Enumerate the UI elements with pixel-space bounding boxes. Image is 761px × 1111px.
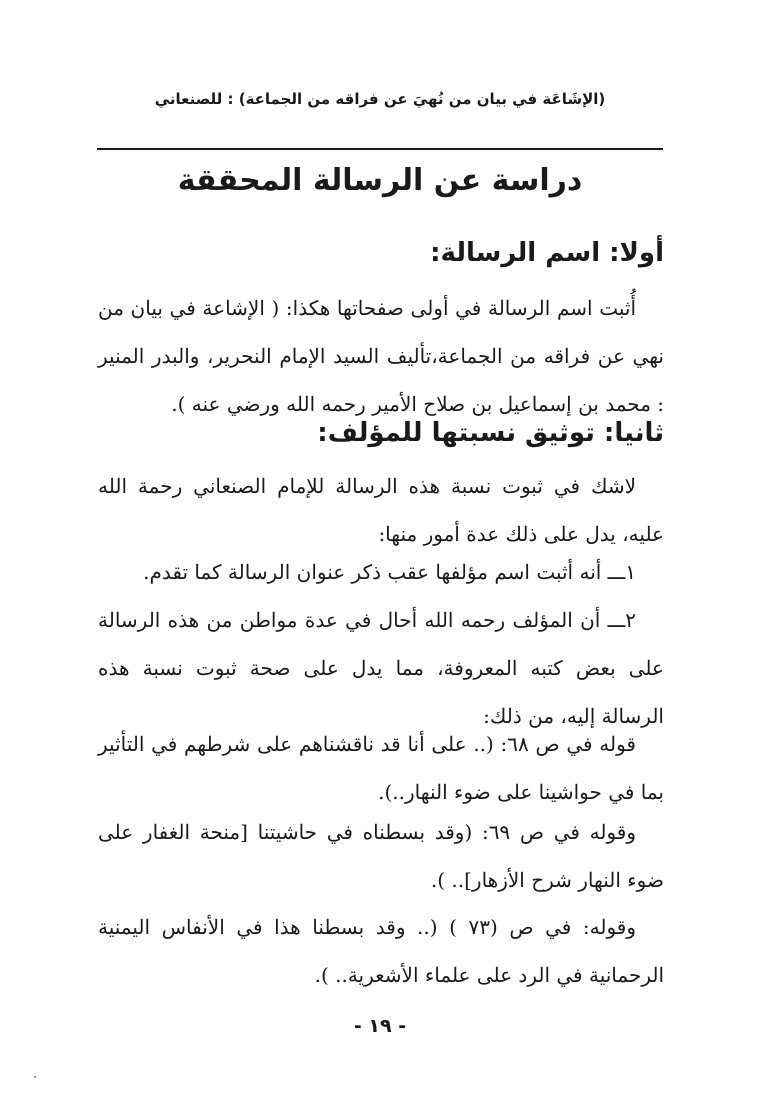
section-heading-name: أولا: اسم الرسالة: bbox=[430, 238, 664, 268]
paragraph-quote-two: وقوله في ص ٦٩: (وقد بسطناه في حاشيتنا [منحة الغفار على ضوء النهار شرح الأزهار].. ). bbox=[98, 820, 664, 892]
paragraph-quote-one: قوله في ص ٦٨: (.. على أنا قد ناقشناهم على شرطهم في التأثير بما في حواشينا على ضوء النهار..). bbox=[98, 732, 664, 804]
paragraph-quote-three: وقوله: في ص (٧٣ ) (.. وقد بسطنا هذا في الأنفاس اليمنية الرحمانية في الرد على علماء الأشعرية.. ). bbox=[98, 915, 664, 987]
running-header: (الإشَاعَة في بيان من نُهيَ عن فراقه من الجماعة) : للصنعاني bbox=[154, 90, 606, 108]
paragraph-name-statement: أُثبت اسم الرسالة في أولى صفحاتها هكذا: ( الإشاعة في بيان من نهي عن فراقه من الجماعة،تأليف السيد الإمام النحرير، والبدر المنير : محمد بن إسماعيل بن صلاح الأمير رحمه الله ورضي عنه ). bbox=[98, 296, 664, 416]
page-number: - ١٩ - bbox=[353, 1015, 407, 1037]
page-title: دراسة عن الرسالة المحققة bbox=[177, 163, 583, 198]
section-heading-attribution: ثانيا: توثيق نسبتها للمؤلف: bbox=[317, 418, 664, 448]
paragraph-point-two: ٢ـــ أن المؤلف رحمه الله أحال في عدة مواطن من هذه الرسالة على بعض كتبه المعروفة، مما يدل على صحة ثبوت نسبة هذه الرسالة إليه، من ذلك: bbox=[98, 608, 664, 728]
paragraph-point-one: ١ـــ أنه أثبت اسم مؤلفها عقب ذكر عنوان الرسالة كما تقدم. bbox=[143, 560, 636, 584]
paragraph-attribution-intro: لاشك في ثبوت نسبة هذه الرسالة للإمام الصنعاني رحمة الله عليه، يدل على ذلك عدة أمور منها: bbox=[98, 474, 664, 546]
header-divider bbox=[97, 148, 663, 150]
scan-speck bbox=[34, 1076, 36, 1078]
